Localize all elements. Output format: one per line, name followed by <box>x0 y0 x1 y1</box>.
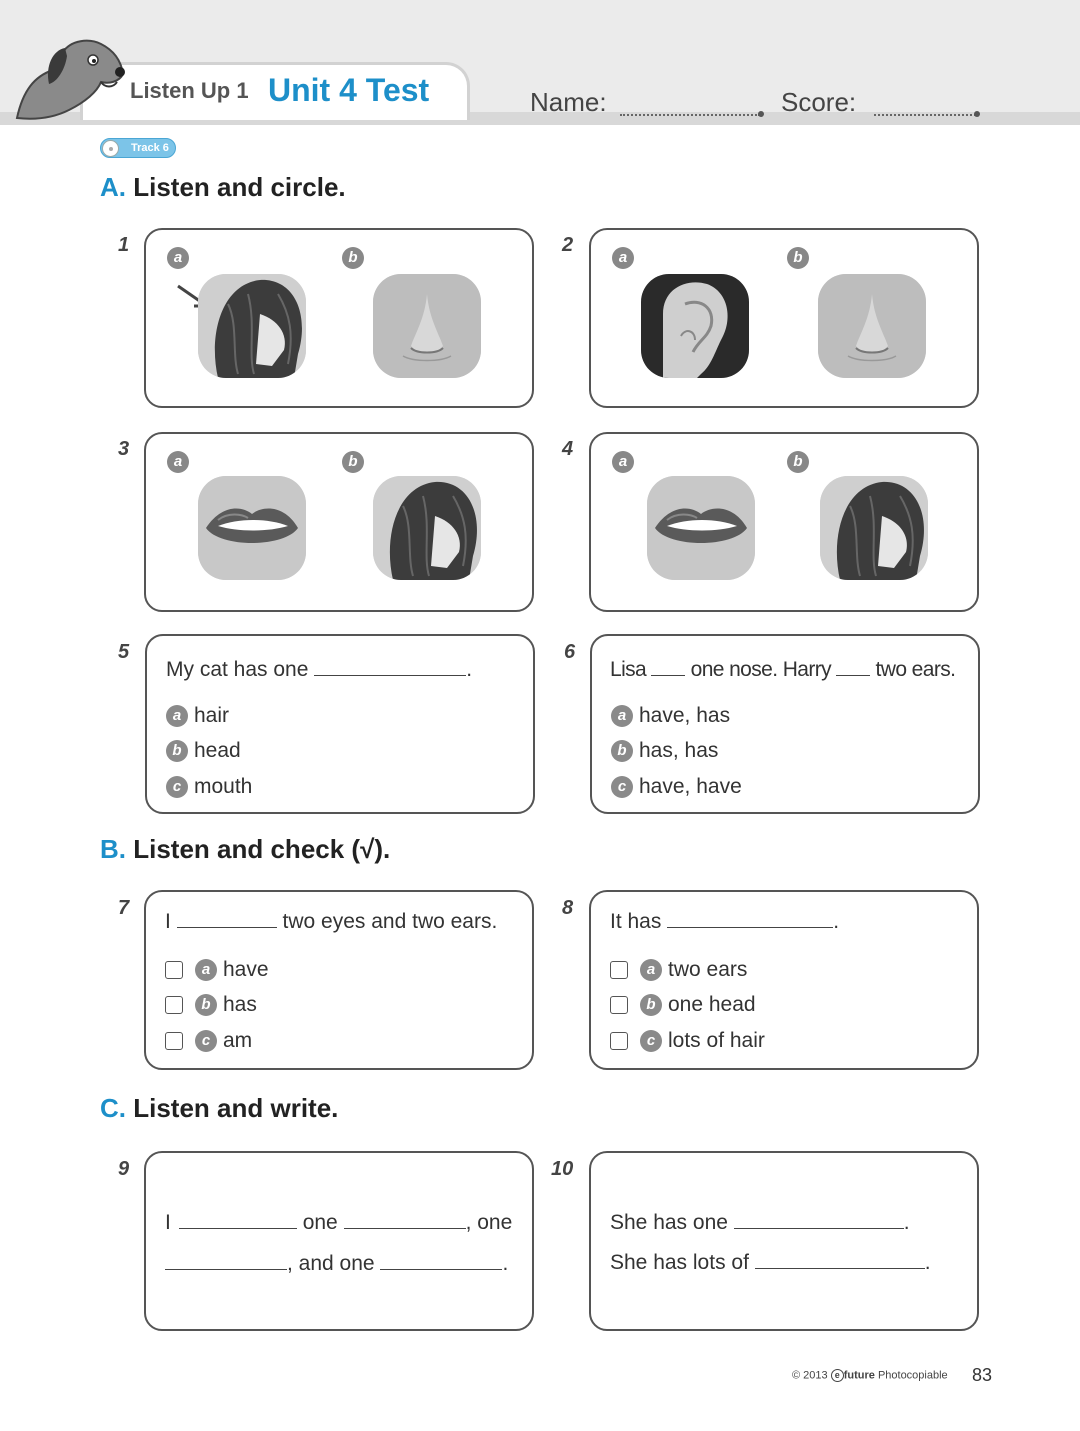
option-a-marker[interactable]: a <box>167 247 189 269</box>
option-marker: b <box>166 740 188 762</box>
stem-text: , and one <box>287 1252 375 1275</box>
name-label: Name: <box>530 87 607 117</box>
score-field[interactable] <box>874 114 976 116</box>
checkbox[interactable] <box>610 961 628 979</box>
option-c[interactable] <box>610 1029 765 1053</box>
option-text: one head <box>668 993 756 1016</box>
stem-text: two ears. <box>875 658 956 681</box>
stem-text: Lisa <box>610 658 647 681</box>
answer-blank[interactable] <box>314 675 466 676</box>
option-marker: b <box>195 994 217 1016</box>
question-number: 1 <box>118 234 130 256</box>
question-5-stem <box>166 658 472 682</box>
question-7-stem <box>165 910 497 934</box>
option-text: lots of hair <box>668 1029 765 1052</box>
question-9-line-1 <box>165 1211 512 1235</box>
page-title: Unit 4 Test <box>268 72 430 108</box>
option-marker: c <box>640 1030 662 1052</box>
option-text: have <box>223 958 269 981</box>
option-a-marker[interactable]: a <box>167 451 189 473</box>
ear-picture[interactable] <box>641 274 749 378</box>
photocopiable-note: Photocopiable <box>877 1369 948 1382</box>
checkbox[interactable] <box>610 1032 628 1050</box>
answer-blank[interactable] <box>165 1269 287 1270</box>
question-number: 4 <box>562 438 574 460</box>
stem-text: one <box>302 1211 338 1234</box>
track-label: Track 6 <box>131 142 169 154</box>
answer-blank[interactable] <box>755 1268 925 1269</box>
section-b-title <box>100 834 390 865</box>
section-c-text: Listen and write. <box>133 1093 339 1123</box>
question-10-line-1 <box>610 1211 910 1235</box>
nose-picture[interactable] <box>373 274 481 378</box>
option-marker: c <box>611 776 633 798</box>
score-field-end <box>974 111 980 117</box>
stem-text: It has <box>610 910 662 933</box>
question-6-stem <box>610 658 955 682</box>
answer-blank[interactable] <box>651 675 685 676</box>
question-number: 7 <box>118 897 130 919</box>
stem-end: . <box>903 1211 910 1234</box>
answer-blank[interactable] <box>667 927 833 928</box>
option-marker: a <box>166 705 188 727</box>
section-c-letter: C. <box>100 1093 126 1123</box>
question-10-box <box>589 1151 979 1331</box>
answer-blank[interactable] <box>344 1228 466 1229</box>
stem-text: I <box>165 1211 171 1234</box>
hair-picture[interactable] <box>198 274 306 378</box>
answer-blank[interactable] <box>177 927 277 928</box>
option-a-marker[interactable]: a <box>612 451 634 473</box>
question-9-line-2 <box>165 1252 508 1276</box>
question-4-box <box>589 432 979 612</box>
option-text: have, have <box>639 775 742 798</box>
option-b[interactable] <box>610 993 756 1017</box>
answer-blank[interactable] <box>734 1228 904 1229</box>
question-10-line-2 <box>610 1251 931 1275</box>
option-c[interactable] <box>165 1029 252 1053</box>
section-b-letter: B. <box>100 834 126 864</box>
question-number: 5 <box>118 641 130 663</box>
option-b[interactable] <box>166 739 241 763</box>
question-2-box <box>589 228 979 408</box>
series-label: Listen Up 1 <box>130 78 249 103</box>
page-number: 83 <box>972 1365 993 1385</box>
option-text: has <box>223 993 257 1016</box>
section-a-letter: A. <box>100 172 126 202</box>
track-badge[interactable] <box>100 138 176 158</box>
option-marker: b <box>640 994 662 1016</box>
mouth-picture[interactable] <box>198 476 306 580</box>
option-text: mouth <box>194 775 253 798</box>
stem-text: She has lots of <box>610 1251 749 1274</box>
option-b-marker[interactable]: b <box>342 451 364 473</box>
option-b-marker[interactable]: b <box>787 451 809 473</box>
name-field-end <box>758 111 764 117</box>
question-3-box <box>144 432 534 612</box>
question-8-stem <box>610 910 839 934</box>
question-7-box <box>144 890 534 1070</box>
stem-end: . <box>833 910 840 933</box>
name-field[interactable] <box>620 114 760 116</box>
nose-picture[interactable] <box>818 274 926 378</box>
option-a[interactable] <box>165 958 269 982</box>
score-label: Score: <box>781 87 857 117</box>
question-number: 2 <box>562 234 574 256</box>
question-8-box <box>589 890 979 1070</box>
stem-text: My cat has one <box>166 658 309 681</box>
stem-text: I <box>165 910 171 933</box>
answer-blank[interactable] <box>380 1269 502 1270</box>
question-5-box <box>145 634 535 814</box>
cd-icon <box>102 140 119 157</box>
stem-text: one nose. Harry <box>690 658 832 681</box>
checkbox[interactable] <box>610 996 628 1014</box>
copyright-text: © 2013 <box>792 1369 828 1382</box>
hair-picture[interactable] <box>820 476 928 580</box>
option-marker: c <box>195 1030 217 1052</box>
stem-end: . <box>502 1252 509 1275</box>
stem-text: She has one <box>610 1211 728 1234</box>
answer-blank[interactable] <box>179 1228 297 1229</box>
stem-end: . <box>466 658 473 681</box>
mouth-picture[interactable] <box>647 476 755 580</box>
checkbox[interactable] <box>165 996 183 1014</box>
option-a-marker[interactable]: a <box>612 247 634 269</box>
stem-text: , one <box>465 1211 513 1234</box>
option-b-marker[interactable]: b <box>342 247 364 269</box>
question-9-box <box>144 1151 534 1331</box>
question-number: 9 <box>118 1158 130 1180</box>
option-text: head <box>194 739 241 762</box>
section-a-text: Listen and circle. <box>133 172 346 202</box>
option-text: hair <box>194 704 230 727</box>
dog-mascot-icon <box>5 30 130 122</box>
option-text: has, has <box>639 739 719 762</box>
option-b[interactable] <box>165 993 257 1017</box>
option-text: have, has <box>639 704 731 727</box>
question-number: 3 <box>118 438 130 460</box>
checkbox[interactable] <box>165 1032 183 1050</box>
option-marker: a <box>195 959 217 981</box>
question-6-box <box>590 634 980 814</box>
stem-text: two eyes and two ears. <box>282 910 498 933</box>
option-a[interactable] <box>611 704 730 728</box>
answer-blank[interactable] <box>836 675 870 676</box>
option-text: two ears <box>668 958 748 981</box>
option-a[interactable] <box>166 704 229 728</box>
question-1-box <box>144 228 534 408</box>
option-marker: b <box>611 740 633 762</box>
option-a[interactable] <box>610 958 747 982</box>
option-marker: a <box>640 959 662 981</box>
section-a-title <box>100 172 346 203</box>
option-text: am <box>223 1029 253 1052</box>
question-number: 6 <box>564 641 576 663</box>
stem-end: . <box>924 1251 931 1274</box>
section-c-title <box>100 1093 338 1124</box>
hair-picture[interactable] <box>373 476 481 580</box>
question-number: 10 <box>551 1158 574 1180</box>
option-b-marker[interactable]: b <box>787 247 809 269</box>
checkbox[interactable] <box>165 961 183 979</box>
option-c[interactable] <box>611 775 742 799</box>
option-marker: a <box>611 705 633 727</box>
brand-name: future <box>843 1369 875 1382</box>
option-b[interactable] <box>611 739 718 763</box>
option-marker: c <box>166 776 188 798</box>
section-b-text: Listen and check (√). <box>133 834 391 864</box>
copyright-footer <box>792 1369 948 1382</box>
brand-e-icon: e <box>831 1369 844 1382</box>
question-number: 8 <box>562 897 574 919</box>
option-c[interactable] <box>166 775 252 799</box>
